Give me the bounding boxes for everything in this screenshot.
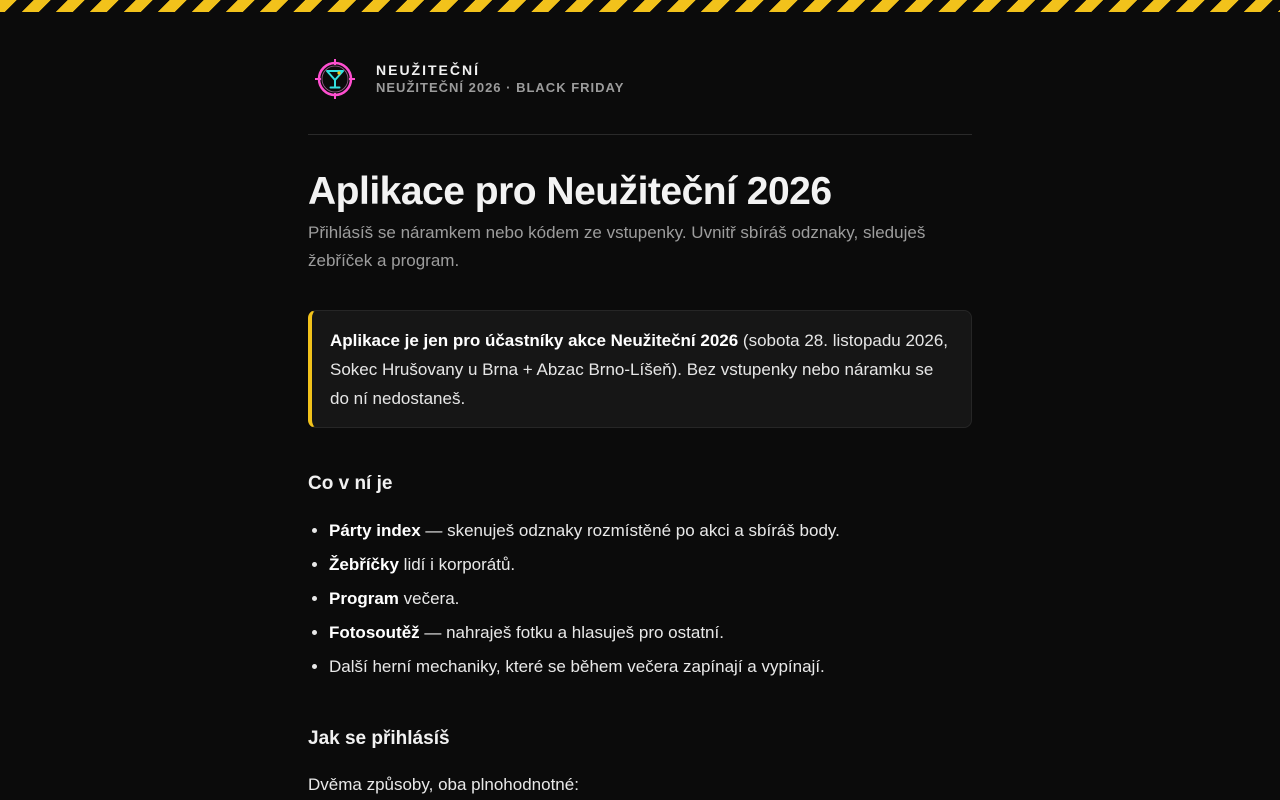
brand-header [308,58,972,100]
feature-text: lidí i korporátů. [398,555,516,574]
feature-text: večera. [398,589,460,608]
feature-text: — skenuješ odznaky rozmístěné po akci a sbíráš body. [420,521,840,540]
feature-text: Další herní mechaniky, které se během večera zapínají a vypínají. [329,657,825,676]
login-heading: Jak se přihlásíš [308,728,450,749]
feature-name: Žebříčky [329,555,399,574]
brand-subtitle: NEUŽITEČNÍ 2026 · BLACK FRIDAY [376,80,625,95]
feature-name: Program [329,589,399,608]
list-item [329,653,972,687]
feature-text: — nahraješ fotku a hlasuješ pro ostatní. [419,623,724,642]
brand-text [376,61,624,97]
brand-name: NEUŽITEČNÍ [376,62,480,78]
features-list [308,517,972,687]
list-item [329,517,972,551]
feature-name: Párty index [329,521,421,540]
notice-bold: Aplikace je jen pro účastníky akce Neužiteční 2026 [330,331,739,350]
notice-callout [308,310,972,428]
header-divider [308,134,972,135]
page-title: Aplikace pro Neužiteční 2026 [308,170,832,213]
hazard-stripe-bar [0,0,1280,12]
page-lead: Přihlásíš se náramkem nebo kódem ze vstupenky. Uvnitř sbíráš odznaky, sleduješ žebříček a program. [308,223,926,270]
list-item [329,585,972,619]
login-intro: Dvěma způsoby, oba plnohodnotné: [308,775,579,794]
list-item [329,619,972,653]
list-item [329,551,972,585]
feature-name: Fotosoutěž [329,623,420,642]
cocktail-crosshair-icon [314,58,356,100]
features-heading: Co v ní je [308,473,393,494]
notice-text: (sobota 28. listopadu 2026, Sokec Hrušovany u Brna + Abzac Brno-Líšeň). Bez vstupenky nebo náramku se do ní nedostaneš. [330,331,949,408]
